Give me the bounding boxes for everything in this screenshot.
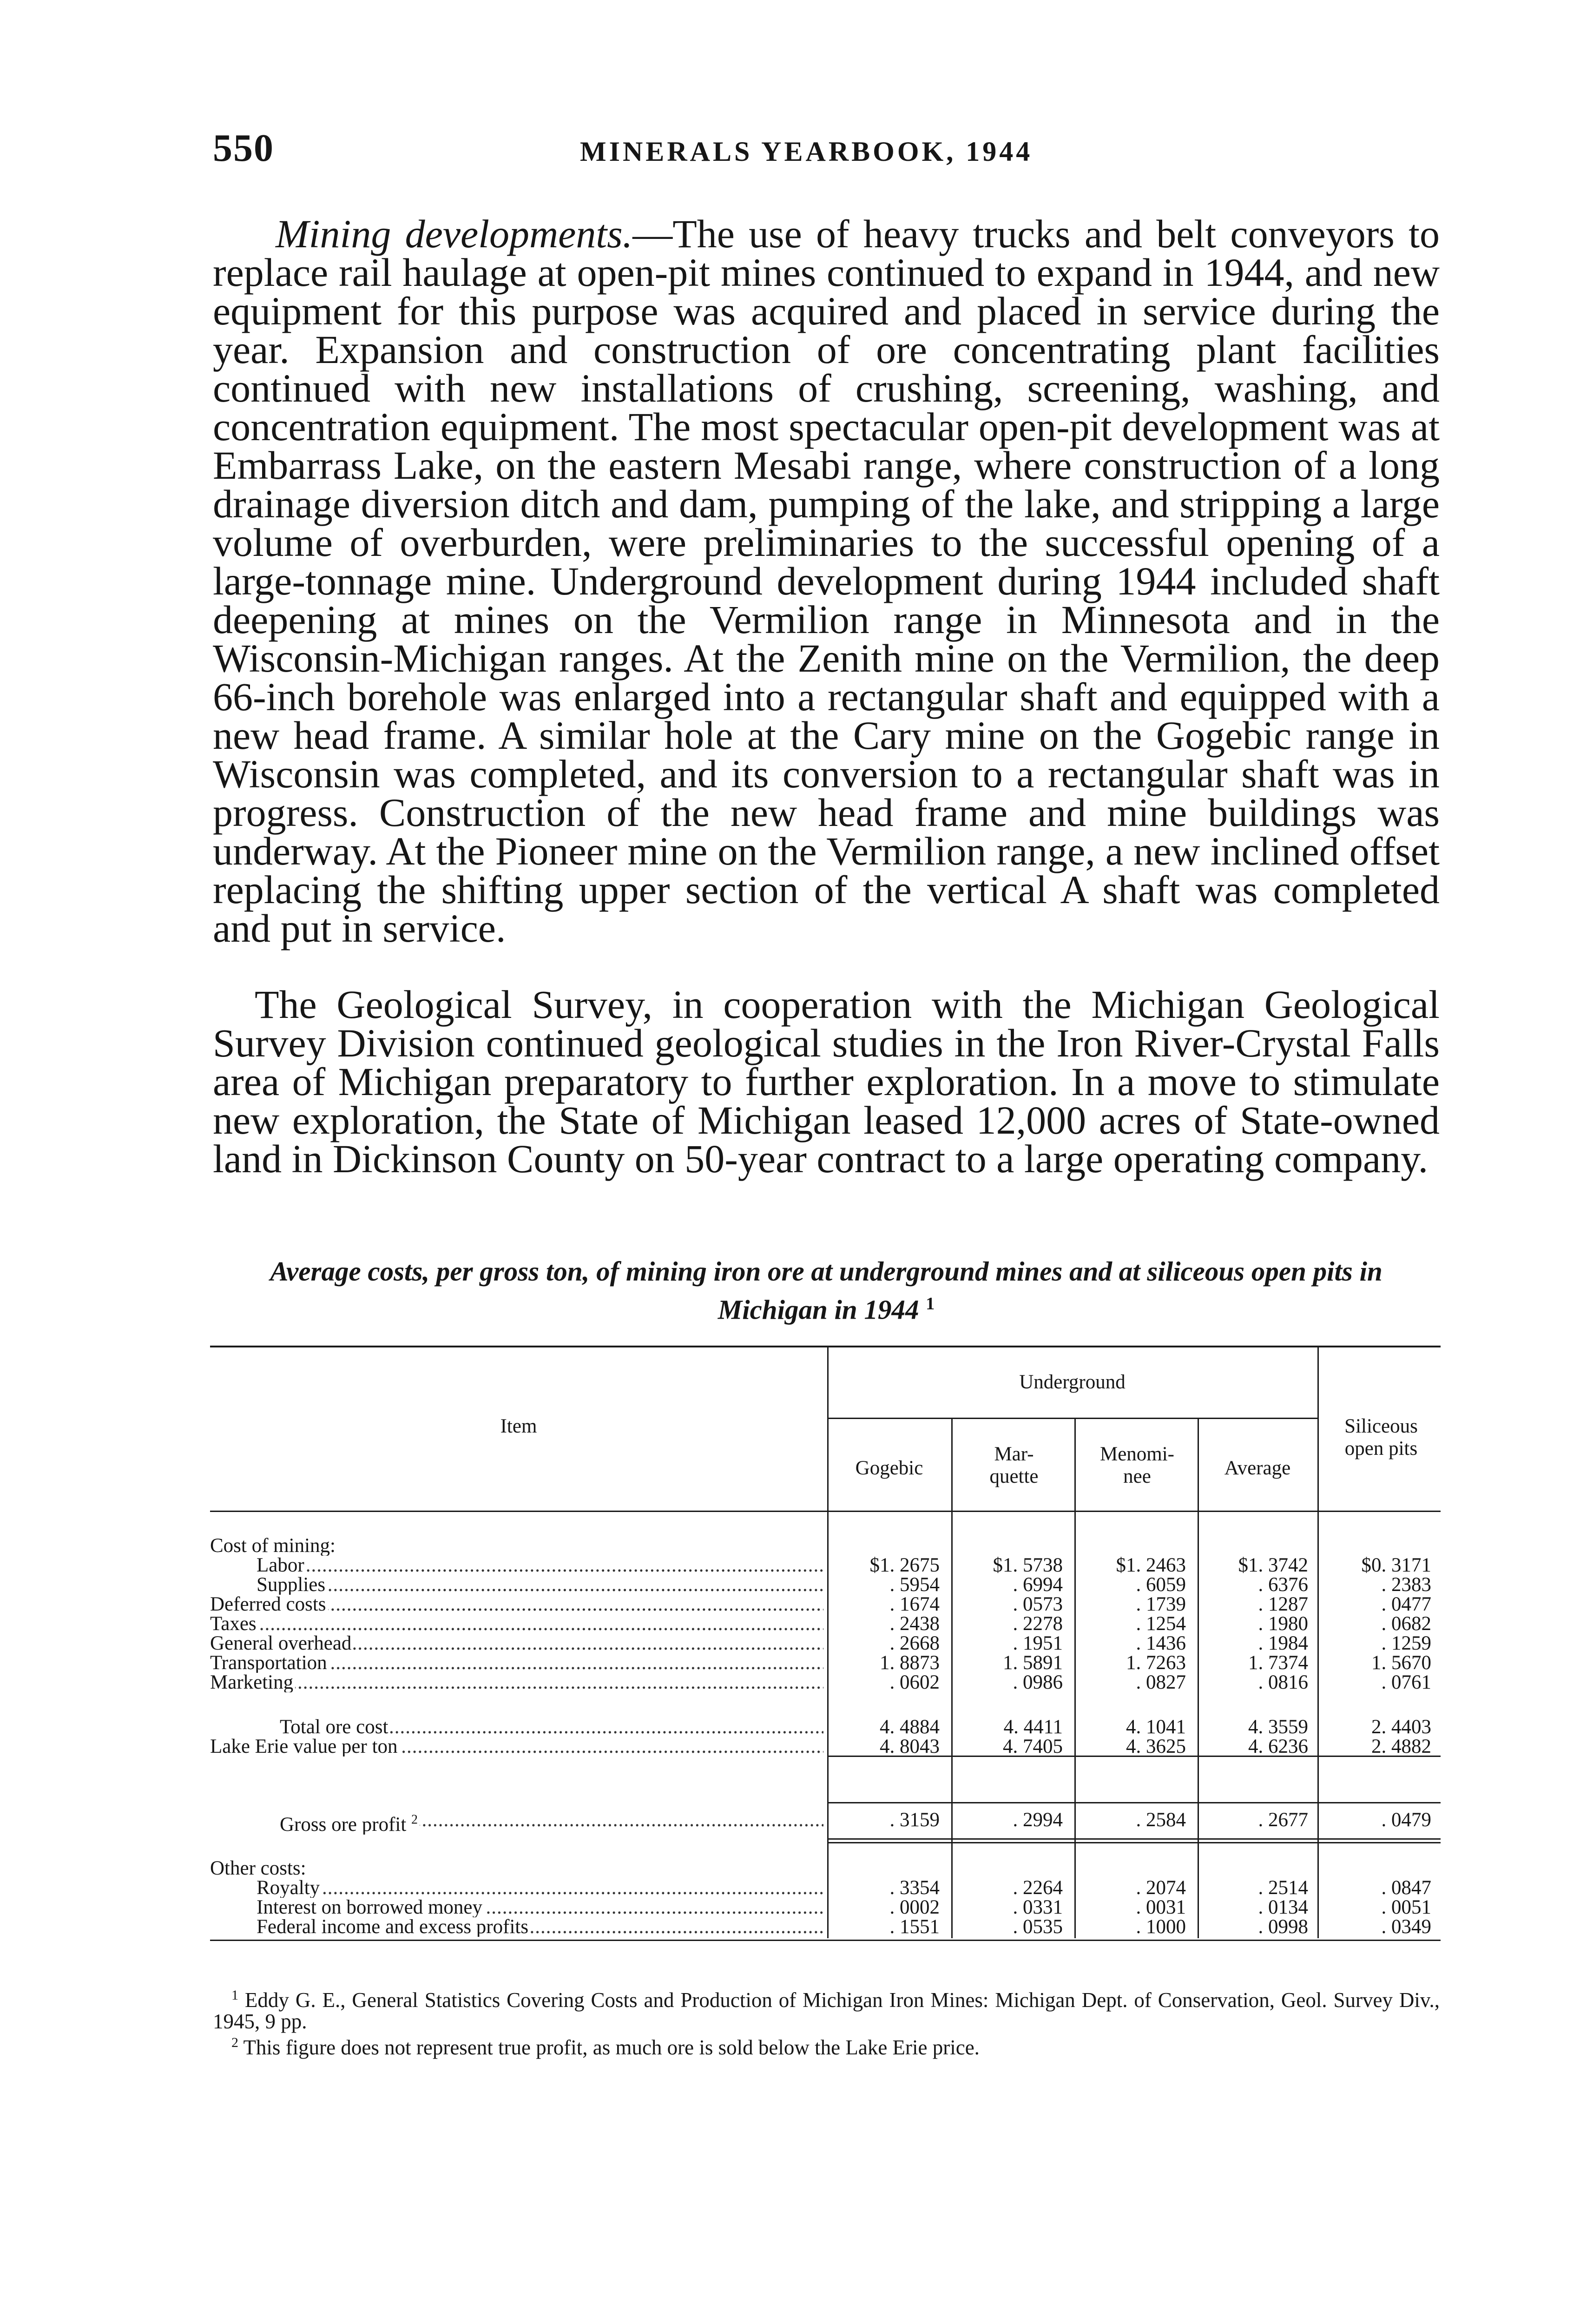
row-label: Lake Erie value per ton ..... [210, 1737, 823, 1756]
cell-menominee: . 1000 [1136, 1916, 1186, 1938]
cell-average: 4. 6236 [1248, 1736, 1308, 1757]
profit-rule-bottom-b [827, 1842, 1441, 1843]
cell-menominee: . 2584 [1136, 1809, 1186, 1831]
cell-siliceous: 1. 5670 [1371, 1652, 1431, 1674]
cell-gogebic: 1. 8873 [880, 1652, 940, 1674]
table-row [210, 1898, 1441, 1917]
header-menominee: Menomi-nee [1099, 1443, 1175, 1487]
cell-marquette: . 0535 [1013, 1916, 1063, 1938]
cell-siliceous: . 0682 [1381, 1613, 1431, 1635]
table-row-total [210, 1717, 1441, 1737]
section-other-costs [210, 1859, 1441, 1878]
cell-marquette: . 0573 [1013, 1593, 1063, 1615]
cell-siliceous: . 0761 [1381, 1671, 1431, 1693]
row-label: Supplies ..... [257, 1575, 823, 1595]
cell-average: . 2677 [1258, 1809, 1308, 1831]
footnote-2: $^2$ This figure does not represent true profit, as much ore is sold below the Lake Erie price. [231, 2035, 980, 2059]
cell-gogebic: . 2668 [889, 1632, 940, 1654]
cell-marquette: . 2278 [1013, 1613, 1063, 1635]
header-marquette: Mar-quette [989, 1443, 1039, 1487]
cell-siliceous: . 1259 [1381, 1632, 1431, 1654]
cell-gogebic: . 0602 [889, 1671, 940, 1693]
row-label: Labor ..... [257, 1556, 823, 1575]
cell-marquette: $1. 5738 [993, 1554, 1063, 1576]
row-label: Total ore cost ..... [280, 1717, 823, 1737]
footnotes [213, 1985, 1440, 2058]
row-label: General overhead ..... [210, 1634, 823, 1653]
cell-gogebic: $1. 2675 [869, 1554, 940, 1576]
cell-menominee: $1. 2463 [1116, 1554, 1186, 1576]
cell-menominee: 4. 3625 [1126, 1736, 1186, 1757]
cell-marquette: . 0986 [1013, 1671, 1063, 1693]
header-gogebic: Gogebic [855, 1457, 923, 1479]
row-label: Marketing ..... [210, 1673, 823, 1692]
table-row [210, 1917, 1441, 1937]
cell-average: . 2514 [1258, 1877, 1308, 1899]
cell-gogebic: 4. 4884 [880, 1716, 940, 1738]
row-label: Taxes ..... [210, 1614, 823, 1634]
row-label: Federal income and excess profits ..... [257, 1917, 823, 1937]
table-row [210, 1595, 1441, 1614]
row-label: Deferred costs ..... [210, 1595, 823, 1614]
section-cost-of-mining [210, 1536, 1441, 1556]
cell-gogebic: . 1674 [889, 1593, 940, 1615]
cell-average: . 6376 [1258, 1574, 1308, 1596]
cell-gogebic: . 5954 [889, 1574, 940, 1596]
cell-average: $1. 3742 [1238, 1554, 1308, 1576]
footnote-mark: 1 [231, 1987, 238, 2003]
row-label: Royalty ..... [257, 1878, 823, 1898]
cell-average: 4. 3559 [1248, 1716, 1308, 1738]
cell-gogebic: . 0002 [889, 1896, 940, 1918]
paragraph-geological-survey: The Geological Survey, in cooperation with the Michigan Geological Survey Division continued geological studies in the Iron River-Crystal Falls area of Michigan preparatory to further exploration. In a move to stimulate new exploration, the State of Michigan leased 12,000 acres of State-owned land in Dickinson County on 50-year contract to a large operating company. [213, 982, 1440, 1181]
table-row [210, 1653, 1441, 1673]
cell-siliceous: . 0477 [1381, 1593, 1431, 1615]
footnote-mark: 2 [231, 2035, 238, 2050]
section-label: Cost of mining: [210, 1536, 336, 1556]
underground-rule [827, 1418, 1317, 1419]
cell-siliceous: . 0051 [1381, 1896, 1431, 1918]
cell-siliceous: . 0847 [1381, 1877, 1431, 1899]
cell-siliceous: 2. 4882 [1371, 1736, 1431, 1757]
row-label: Transportation ..... [210, 1653, 823, 1673]
cell-marquette: . 6994 [1013, 1574, 1063, 1596]
cell-marquette: . 2264 [1013, 1877, 1063, 1899]
cell-menominee: . 6059 [1136, 1574, 1186, 1596]
table-row [210, 1878, 1441, 1898]
cell-marquette: . 1951 [1013, 1632, 1063, 1654]
cell-siliceous: $0. 3171 [1361, 1554, 1431, 1576]
row-label: Interest on borrowed money ..... [257, 1898, 823, 1917]
table-top-rule [210, 1346, 1441, 1347]
table-row [210, 1614, 1441, 1634]
profit-rule-bottom-a [827, 1838, 1441, 1840]
cell-marquette: 4. 4411 [1003, 1716, 1063, 1738]
header-average: Average [1224, 1457, 1291, 1479]
cell-average: . 1984 [1258, 1632, 1308, 1654]
cell-siliceous: . 2383 [1381, 1574, 1431, 1596]
table-row-gross-profit [210, 1809, 1441, 1835]
cell-marquette: . 2994 [1013, 1809, 1063, 1831]
cell-menominee: . 1436 [1136, 1632, 1186, 1654]
cell-menominee: . 0827 [1136, 1671, 1186, 1693]
run-in-heading: Mining developments. [276, 211, 633, 256]
cell-gogebic: . 1551 [889, 1916, 940, 1938]
cell-menominee: . 1739 [1136, 1593, 1186, 1615]
cell-average: . 0134 [1258, 1896, 1308, 1918]
cell-menominee: . 0031 [1136, 1896, 1186, 1918]
cell-average: . 0998 [1258, 1916, 1308, 1938]
table-row [210, 1556, 1441, 1575]
cell-marquette: 1. 5891 [1003, 1652, 1063, 1674]
row-label: Gross ore profit $^2$ ..... [280, 1810, 823, 1835]
cell-gogebic: . 3159 [889, 1809, 940, 1831]
table-row [210, 1634, 1441, 1653]
cell-average: 1. 7374 [1248, 1652, 1308, 1674]
cost-table [210, 1346, 1441, 1954]
cell-gogebic: 4. 8043 [880, 1736, 940, 1757]
cell-siliceous: . 0349 [1381, 1916, 1431, 1938]
caption-footnote-mark: 1 [926, 1294, 935, 1314]
page-number: 550 [213, 126, 274, 170]
paragraph-text: —The use of heavy trucks and belt conveyors to replace rail haulage at open-pit mines continued to expand in 1944, and new equipment for this purpose was acquired and placed in service during the year. Expansion and construction of ore concentrating plant facilities continued with new installations of crushing, screening, washing, and concentration equipment. The most spectacular open-pit development was at Embarrass Lake, on the eastern Mesabi range, where construction of a long drainage diversion ditch and dam, pumping of the lake, and stripping a large volume of overburden, were preliminaries to the successful opening of a large-tonnage mine. Underground development during 1944 included shaft deepening at mines on the Vermilion range in Minnesota and in the Wisconsin-Michigan ranges. At the Zenith mine on the Vermilion, the deep 66-inch borehole was enlarged into a rectangular shaft and equipped with a new head frame. A similar hole at the Cary mine on the Gogebic range in Wisconsin was completed, and its conversion to a rectangular shaft was in progress. Construction of the new head frame and mine buildings was underway. At the Pioneer mine on the Vermilion range, a new inclined offset replacing the shifting upper section of the vertical A shaft was completed and put in service. [213, 211, 1440, 951]
footnote-1: $^1$ Eddy G. E., General Statistics Covering Costs and Production of Michigan Iron Mines: Michigan Dept. of Conservation, Geol. Survey Div., 1945, 9 pp. [213, 1987, 1440, 2033]
cell-average: . 0816 [1258, 1671, 1308, 1693]
section-label: Other costs: [210, 1859, 306, 1878]
table-row [210, 1737, 1441, 1756]
cell-menominee: . 1254 [1136, 1613, 1186, 1635]
paragraph-mining-developments [213, 211, 1440, 951]
table-bottom-rule [210, 1940, 1441, 1941]
cell-siliceous: 2. 4403 [1371, 1716, 1431, 1738]
header-siliceous: Siliceous open pits [1344, 1415, 1418, 1459]
table-caption [213, 1255, 1440, 1326]
cell-marquette: . 0331 [1013, 1896, 1063, 1918]
cell-menominee: 4. 1041 [1126, 1716, 1186, 1738]
header-bottom-rule [210, 1511, 1441, 1512]
cell-menominee: . 2074 [1136, 1877, 1186, 1899]
cell-average: . 1980 [1258, 1613, 1308, 1635]
profit-rule-top [827, 1802, 1441, 1803]
running-title: MINERALS YEARBOOK, 1944 [580, 136, 1033, 167]
table-row [210, 1575, 1441, 1595]
cell-gogebic: . 2438 [889, 1613, 940, 1635]
running-head [213, 125, 1440, 177]
cell-marquette: 4. 7405 [1003, 1736, 1063, 1757]
table-row [210, 1673, 1441, 1692]
footnote-mark: 2 [411, 1813, 418, 1827]
header-item: Item [500, 1415, 537, 1437]
header-underground: Underground [1019, 1371, 1126, 1393]
cell-siliceous: . 0479 [1381, 1809, 1431, 1831]
cell-gogebic: . 3354 [889, 1877, 940, 1899]
cell-menominee: 1. 7263 [1126, 1652, 1186, 1674]
cell-average: . 1287 [1258, 1593, 1308, 1615]
caption-text: Average costs, per gross ton, of mining iron ore at underground mines and at siliceous open pits in Michigan in 1944 [270, 1256, 1382, 1325]
